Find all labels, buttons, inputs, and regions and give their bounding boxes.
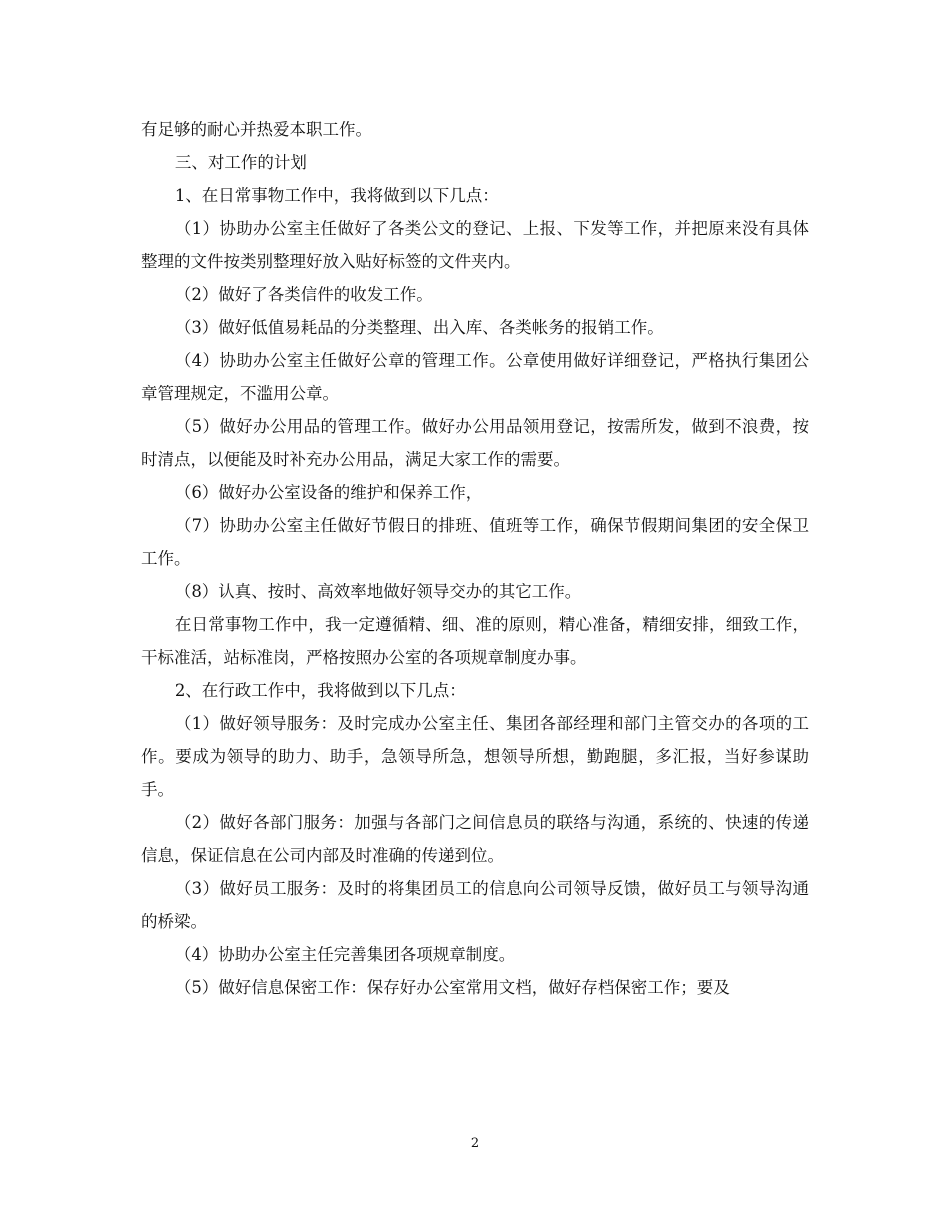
page-number: 2 xyxy=(470,1136,480,1151)
paragraph: 三、对工作的计划 xyxy=(174,153,307,172)
paragraph: （3）做好低值易耗品的分类整理、出入库、各类帐务的报销工作。 xyxy=(174,318,664,337)
paragraph: （1）协助办公室主任做好了各类公文的登记、上报、下发等工作，并把原来没有具体整理的文件按类别整理好放入贴好标签的文件夹内。 xyxy=(141,219,809,271)
paragraph: （6）做好办公室设备的维护和保养工作， xyxy=(174,483,483,502)
paragraph: （4）协助办公室主任完善集团各项规章制度。 xyxy=(174,945,516,964)
paragraph: 1、在日常事物工作中，我将做到以下几点： xyxy=(174,186,499,205)
paragraph: （8）认真、按时、高效率地做好领导交办的其它工作。 xyxy=(174,582,582,601)
paragraph: 2、在行政工作中，我将做到以下几点： xyxy=(174,681,466,700)
paragraph: （3）做好员工服务：及时的将集团员工的信息向公司领导反馈，做好员工与领导沟通的桥梁。 xyxy=(141,879,809,931)
paragraph: （2）做好了各类信件的收发工作。 xyxy=(174,285,433,304)
paragraph: （4）协助办公室主任做好公章的管理工作。公章使用做好详细登记，严格执行集团公章管理规定，不滥用公章。 xyxy=(141,351,809,403)
paragraph: （1）做好领导服务：及时完成办公室主任、集团各部经理和部门主管交办的各项的工作。要成为领导的助力、助手，急领导所急，想领导所想，勤跑腿，多汇报，当好参谋助手。 xyxy=(141,714,809,799)
document-body xyxy=(141,113,809,1004)
paragraph: 有足够的耐心并热爱本职工作。 xyxy=(141,120,372,139)
paragraph: （5）做好信息保密工作：保存好办公室常用文档，做好存档保密工作；要及 xyxy=(174,978,730,997)
paragraph: 在日常事物工作中，我一定遵循精、细、准的原则，精心准备，精细安排，细致工作，干标准活，站标准岗，严格按照办公室的各项规章制度办事。 xyxy=(141,615,809,667)
paragraph: （5）做好办公用品的管理工作。做好办公用品领用登记，按需所发，做到不浪费，按时清点，以便能及时补充办公用品，满足大家工作的需要。 xyxy=(141,417,809,469)
paragraph: （7）协助办公室主任做好节假日的排班、值班等工作，确保节假期间集团的安全保卫工作。 xyxy=(141,516,809,568)
paragraph: （2）做好各部门服务：加强与各部门之间信息员的联络与沟通，系统的、快速的传递信息，保证信息在公司内部及时准确的传递到位。 xyxy=(141,813,809,865)
